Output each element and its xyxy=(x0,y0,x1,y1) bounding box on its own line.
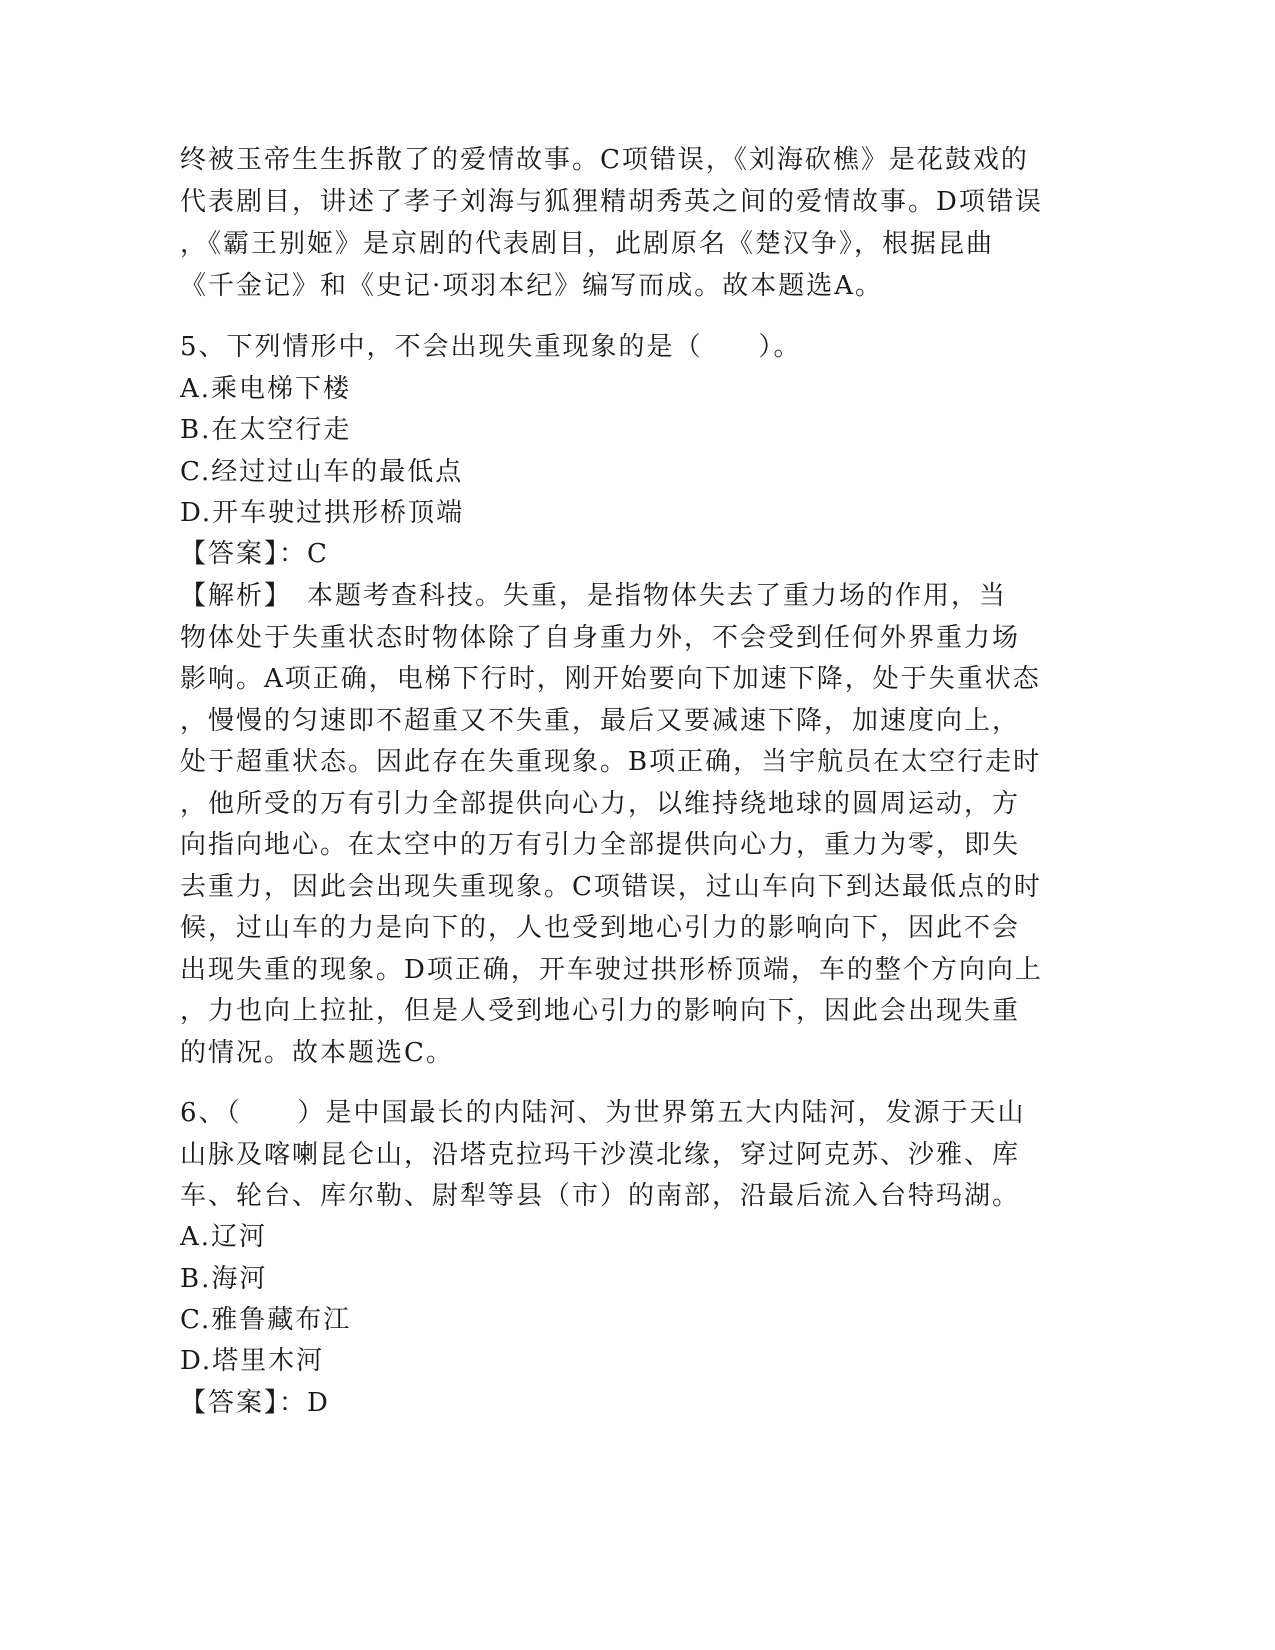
explanation-line: 《千金记》和《史记·项羽本纪》编写而成。故本题选A。 xyxy=(180,271,884,301)
analysis-line: 向指向地心。在太空中的万有引力全部提供向心力，重力为零，即失 xyxy=(180,830,1021,860)
answer-label: 【答案】：C xyxy=(180,539,329,569)
explanation-line: 终被玉帝生生拆散了的爱情故事。C项错误，《刘海砍樵》是花鼓戏的 xyxy=(180,145,1029,175)
analysis-line: ，慢慢的匀速即不超重又不失重，最后又要减速下降，加速度向上， xyxy=(180,706,1021,736)
option-b: B.在太空行走 xyxy=(180,415,352,445)
analysis-line: ，他所受的万有引力全部提供向心力，以维持绕地球的圆周运动，方 xyxy=(180,789,1021,819)
analysis-line: 候，过山车的力是向下的，人也受到地心引力的影响向下，因此不会 xyxy=(180,913,1021,943)
analysis-line: 【解析】 本题考查科技。失重，是指物体失去了重力场的作用，当 xyxy=(180,581,1008,611)
option-a: A.乘电梯下楼 xyxy=(180,374,352,404)
question-6-stem: 车、轮台、库尔勒、尉犁等县（市）的南部，沿最后流入台特玛湖。 xyxy=(180,1181,1021,1211)
analysis-line: 出现失重的现象。D项正确，开车驶过拱形桥顶端，车的整个方向向上 xyxy=(180,955,1043,985)
analysis-line: 处于超重状态。因此存在失重现象。B项正确，当宇航员在太空行走时 xyxy=(180,747,1042,777)
option-c: C.经过过山车的最低点 xyxy=(180,457,464,487)
option-b: B.海河 xyxy=(180,1264,268,1294)
question-6-stem: 山脉及喀喇昆仑山，沿塔克拉玛干沙漠北缘，穿过阿克苏、沙雅、库 xyxy=(180,1140,1021,1170)
option-a: A.辽河 xyxy=(180,1222,268,1252)
explanation-line: 代表剧目，讲述了孝子刘海与狐狸精胡秀英之间的爱情故事。D项错误 xyxy=(180,187,1043,217)
explanation-line: ，《霸王别姬》是京剧的代表剧目，此剧原名《楚汉争》，根据昆曲 xyxy=(180,229,995,259)
analysis-line: 影响。A项正确，电梯下行时，刚开始要向下加速下降，处于失重状态 xyxy=(180,664,1041,694)
option-c: C.雅鲁藏布江 xyxy=(180,1305,352,1335)
option-d: D.开车驶过拱形桥顶端 xyxy=(180,498,465,528)
analysis-line: 去重力，因此会出现失重现象。C项错误，过山车向下到达最低点的时 xyxy=(180,872,1042,902)
question-6-stem: 6、（ ）是中国最长的内陆河、为世界第五大内陆河，发源于天山 xyxy=(180,1098,1026,1128)
option-d: D.塔里木河 xyxy=(180,1346,325,1376)
analysis-line: ，力也向上拉扯，但是人受到地心引力的影响向下，因此会出现失重 xyxy=(180,996,1021,1026)
analysis-line: 物体处于失重状态时物体除了自身重力外，不会受到任何外界重力场 xyxy=(180,623,1021,653)
question-5-stem: 5、下列情形中，不会出现失重现象的是（ ）。 xyxy=(180,332,802,362)
answer-label: 【答案】：D xyxy=(180,1388,330,1418)
analysis-line: 的情况。故本题选C。 xyxy=(180,1038,454,1068)
